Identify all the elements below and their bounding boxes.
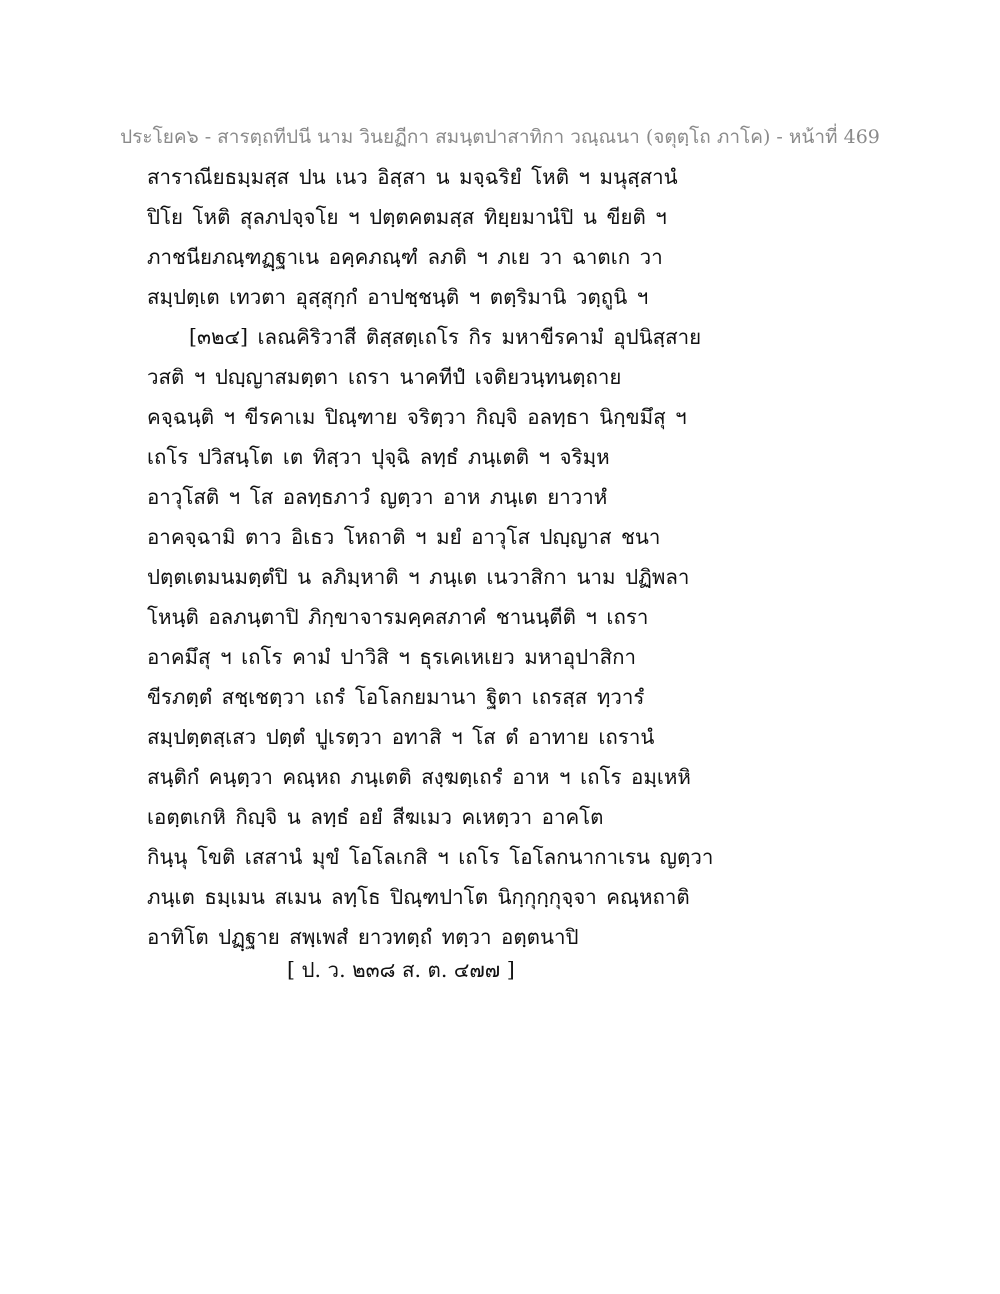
text-line: อาคมึสุ ฯ เถโร คามํ ปาวิสิ ฯ ธุรเคเหเยว มหาอุปาสิกา — [147, 645, 637, 669]
body-text — [147, 157, 847, 957]
text-line: อาทิโต ปฏฺฐาย สพฺเพสํ ยาวทตฺถํ ทตฺวา อตฺตนาปิ — [147, 925, 579, 949]
page-header: ประโยค๖ - สารตฺถทีปนี นาม วินยฏีกา สมนฺตปาสาทิกา วณฺณนา (จตุตฺโถ ภาโค) - หน้าที่ 469 — [120, 126, 880, 148]
text-line: เถโร ปวิสนฺโต เต ทิสฺวา ปุจฺฉิ ลทฺธํ ภนฺเตติ ฯ จริมฺห — [147, 445, 610, 469]
text-line: สาราณียธมฺมสฺส ปน เนว อิสฺสา น มจฺฉริยํ โหติ ฯ มนุสฺสานํ — [147, 165, 678, 189]
text-line: เอตฺตเกหิ กิญฺจิ น ลทฺธํ อยํ สีฆเมว คเหตฺวา อาคโต — [147, 805, 604, 829]
text-line: คจฺฉนฺติ ฯ ขีรคาเม ปิณฺฑาย จริตฺวา กิญฺจิ อลทฺธา นิกฺขมึสุ ฯ — [147, 405, 687, 429]
text-line: สมฺปตฺตสฺเสว ปตฺตํ ปูเรตฺวา อทาสิ ฯ โส ตํ อาทาย เถรานํ — [147, 725, 655, 749]
text-line: อาวุโสติ ฯ โส อลทฺธภาวํ ญตฺวา อาห ภนฺเต ยาวาหํ — [147, 485, 608, 509]
page-reference: [ ป. ว. ๒๓๘ ส. ต. ๔๗๗ ] — [287, 958, 515, 982]
text-line: สมฺปตฺเต เทวตา อุสฺสุกฺกํ อาปชฺชนฺติ ฯ ตตฺริมานิ วตฺถูนิ ฯ — [147, 285, 649, 309]
text-line: ภาชนียภณฺฑฏฺฐาเน อคฺคภณฺฑํ ลภติ ฯ ภเย วา ฉาตเก วา — [147, 245, 663, 269]
text-line: วสติ ฯ ปญฺญาสมตฺตา เถรา นาคทีปํ เจติยวนฺทนตฺถาย — [147, 365, 622, 389]
text-line: ภนฺเต ธมฺเมน สเมน ลทฺโธ ปิณฺฑปาโต นิกฺกุกฺกุจฺจา คณฺหถาติ — [147, 885, 690, 909]
text-line: อาคจฺฉามิ ตาว อิเธว โหถาติ ฯ มยํ อาวุโส ปญฺญาส ชนา — [147, 525, 661, 549]
paragraph-start-line: [๓๒๔] เลณคิริวาสี ติสฺสตฺเถโร กิร มหาขีรคามํ อุปนิสฺสาย — [189, 325, 702, 349]
text-line: ปตฺตเตมนมตฺตํปิ น ลภิมฺหาติ ฯ ภนฺเต เนวาสิกา นาม ปฏิพลา — [147, 565, 690, 589]
text-line: ปิโย โหติ สุลภปจฺจโย ฯ ปตฺตคตมสฺส ทิยฺยมานํปิ น ขียติ ฯ — [147, 205, 667, 229]
text-line: สนฺติกํ คนฺตฺวา คณฺหถ ภนฺเตติ สงฺฆตฺเถรํ อาห ฯ เถโร อมฺเหหิ — [147, 765, 691, 789]
text-line: ขีรภตฺตํ สชฺเชตฺวา เถรํ โอโลกยมานา ฐิตา เถรสฺส ทฺวารํ — [147, 685, 645, 709]
text-line: โหนฺติ อลภนฺตาปิ ภิกฺขาจารมคฺคสภาคํ ชานนฺตีติ ฯ เถรา — [147, 605, 649, 629]
text-line: กินฺนุ โขติ เสสานํ มุขํ โอโลเกสิ ฯ เถโร โอโลกนากาเรน ญตฺวา — [147, 845, 714, 869]
